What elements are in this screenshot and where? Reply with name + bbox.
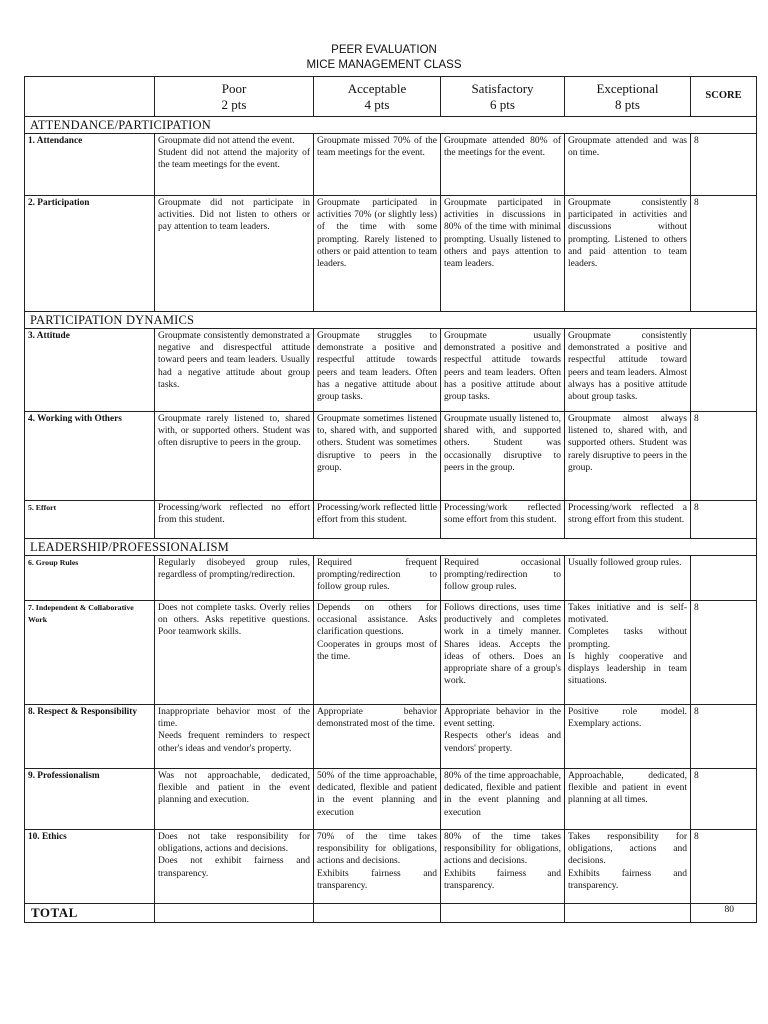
descriptor-cell: Follows directions, uses time productively and completes work in a timely manner. Shares ideas. Accepts the ideas of others. Does an appropriate share of a group's work. (441, 601, 565, 705)
score-cell (691, 329, 757, 412)
level-header-acceptable (314, 77, 441, 117)
criterion-row (25, 601, 757, 705)
descriptor-cell: Required occasional prompting/redirection to follow group rules. (441, 556, 565, 601)
criterion-label: 4. Working with Others (25, 412, 155, 501)
descriptor-cell: Groupmate attended and was on time. (565, 134, 691, 196)
score-cell (691, 556, 757, 601)
descriptor-cell: Groupmate missed 70% of the team meetings for the event. (314, 134, 441, 196)
descriptor-cell: Groupmate did not participate in activities. Did not listen to others or pay attention to team leaders. (155, 196, 314, 312)
level-name: Satisfactory (471, 80, 534, 96)
level-name: Poor (221, 80, 247, 96)
criterion-row (25, 412, 757, 501)
descriptor-cell: Processing/work reflected some effort from this student. (441, 501, 565, 539)
criterion-row (25, 501, 757, 539)
section-title: LEADERSHIP/PROFESSIONALISM (25, 539, 757, 556)
level-points: 8 pts (615, 96, 640, 112)
page-subtitle: MICE MANAGEMENT CLASS (306, 59, 462, 71)
descriptor-cell: Inappropriate behavior most of the time. Needs frequent reminders to respect other's ideas and vendor's property. (155, 705, 314, 769)
descriptor-cell: Groupmate participated in activities 70% (or slightly less) of the time with some prompting. Rarely listened to others or paid attention to team leaders. (314, 196, 441, 312)
descriptor-cell: Was not approachable, dedicated, flexible and patient in the event planning and execution. (155, 769, 314, 830)
score-header: SCORE (691, 77, 757, 117)
criterion-label: 9. Professionalism (25, 769, 155, 830)
descriptor-cell: Groupmate usually demonstrated a positive and respectful attitude towards peers and team leaders. Often has a positive attitude about group tasks. (441, 329, 565, 412)
criterion-label: 7. Independent & Collaborative Work (25, 601, 155, 705)
level-name: Acceptable (347, 80, 407, 96)
level-points: 2 pts (221, 96, 247, 112)
descriptor-cell: 50% of the time approachable, dedicated, flexible and patient in the event planning and execution (314, 769, 441, 830)
descriptor-cell: Groupmate almost always listened to, shared with, and supported others. Student was rarely disruptive to peers in the group. (565, 412, 691, 501)
total-empty-cell (441, 904, 565, 923)
criterion-label: 10. Ethics (25, 830, 155, 904)
descriptor-cell: Usually followed group rules. (565, 556, 691, 601)
total-row (25, 904, 757, 923)
descriptor-cell: Approachable, dedicated, flexible and patient in event planning at all times. (565, 769, 691, 830)
descriptor-cell: Groupmate did not attend the event. Student did not attend the majority of the team meetings for the event. (155, 134, 314, 196)
descriptor-cell: 80% of the time takes responsibility for obligations, actions and decisions. Exhibits fairness and transparency. (441, 830, 565, 904)
rubric-header-row (25, 77, 757, 117)
descriptor-cell: 80% of the time approachable, dedicated, flexible and patient in the event planning and execution (441, 769, 565, 830)
section-title: PARTICIPATION DYNAMICS (25, 312, 757, 329)
descriptor-cell: Depends on others for occasional assistance. Asks clarification questions. Cooperates in groups most of the time. (314, 601, 441, 705)
level-points: 6 pts (490, 96, 515, 112)
criterion-row (25, 830, 757, 904)
criterion-label: 8. Respect & Responsibility (25, 705, 155, 769)
score-cell: 8 (691, 830, 757, 904)
criterion-row (25, 705, 757, 769)
section-title: ATTENDANCE/PARTICIPATION (25, 117, 757, 134)
descriptor-cell: Groupmate consistently demonstrated a negative and disrespectful attitude toward peers and team leaders. Usually had a negative attitude about group tasks. (155, 329, 314, 412)
descriptor-cell: Groupmate sometimes listened to, shared with, and supported others. Student was sometimes disruptive to peers in the group. (314, 412, 441, 501)
descriptor-cell: Required frequent prompting/redirection to follow group rules. (314, 556, 441, 601)
criterion-label: 3. Attitude (25, 329, 155, 412)
level-points: 4 pts (364, 96, 390, 112)
score-cell: 8 (691, 412, 757, 501)
total-label: TOTAL (25, 904, 155, 923)
descriptor-cell: Groupmate consistently participated in activities and discussions without prompting. Listened to others and paid attention to team leaders. (565, 196, 691, 312)
descriptor-cell: Appropriate behavior demonstrated most of the time. (314, 705, 441, 769)
level-header-exceptional (565, 77, 691, 117)
descriptor-cell: Groupmate participated in activities in discussions in 80% of the time with minimal prompting. Usually listened to others and pays attention to team leaders. (441, 196, 565, 312)
total-score: 80 (691, 904, 757, 923)
descriptor-cell: Processing/work reflected a strong effort from this student. (565, 501, 691, 539)
total-empty-cell (314, 904, 441, 923)
criterion-row (25, 769, 757, 830)
descriptor-cell: Groupmate attended 80% of the meetings for the event. (441, 134, 565, 196)
criterion-row (25, 134, 757, 196)
criterion-row (25, 329, 757, 412)
descriptor-cell: Groupmate usually listened to, shared with, and supported others. Student was occasionally disruptive to peers in the group. (441, 412, 565, 501)
score-cell: 8 (691, 769, 757, 830)
score-cell: 8 (691, 134, 757, 196)
criterion-label: 2. Participation (25, 196, 155, 312)
criterion-label: 1. Attendance (25, 134, 155, 196)
score-cell: 8 (691, 501, 757, 539)
level-header-poor (155, 77, 314, 117)
total-empty-cell (155, 904, 314, 923)
descriptor-cell: Takes responsibility for obligations, actions and decisions. Exhibits fairness and transparency. (565, 830, 691, 904)
descriptor-cell: Positive role model. Exemplary actions. (565, 705, 691, 769)
criterion-label: 5. Effort (25, 501, 155, 539)
descriptor-cell: Groupmate struggles to demonstrate a positive and respectful attitude towards peers and team leaders. Often has a negative attitude about group tasks. (314, 329, 441, 412)
score-cell: 8 (691, 705, 757, 769)
score-cell: 8 (691, 196, 757, 312)
section-row (25, 312, 757, 329)
level-header-satisfactory (441, 77, 565, 117)
page-title: PEER EVALUATION (331, 44, 437, 56)
rubric-body (25, 117, 757, 904)
descriptor-cell: Does not take responsibility for obligations, actions and decisions. Does not exhibit fairness and transparency. (155, 830, 314, 904)
descriptor-cell: Groupmate rarely listened to, shared with, or supported others. Student was often disruptive to peers in the group. (155, 412, 314, 501)
score-cell: 8 (691, 601, 757, 705)
criterion-row (25, 196, 757, 312)
section-row (25, 117, 757, 134)
criterion-label: 6. Group Rules (25, 556, 155, 601)
descriptor-cell: Regularly disobeyed group rules, regardless of prompting/redirection. (155, 556, 314, 601)
criterion-row (25, 556, 757, 601)
total-empty-cell (565, 904, 691, 923)
descriptor-cell: Takes initiative and is self-motivated. Completes tasks without prompting. Is highly cooperative and displays leadership in team situations. (565, 601, 691, 705)
descriptor-cell: Does not complete tasks. Overly relies on others. Asks repetitive questions. Poor teamwork skills. (155, 601, 314, 705)
descriptor-cell: Processing/work reflected no effort from this student. (155, 501, 314, 539)
blank-header-cell (25, 77, 155, 117)
section-row (25, 539, 757, 556)
descriptor-cell: 70% of the time takes responsibility for obligations, actions and decisions. Exhibits fairness and transparency. (314, 830, 441, 904)
descriptor-cell: Groupmate consistently demonstrated a positive and respectful attitude toward peers and team leaders. Almost always has a positive attitude about group tasks. (565, 329, 691, 412)
rubric-table (24, 76, 757, 923)
level-name: Exceptional (596, 80, 659, 96)
descriptor-cell: Appropriate behavior in the event setting. Respects other's ideas and vendors' property. (441, 705, 565, 769)
descriptor-cell: Processing/work reflected little effort from this student. (314, 501, 441, 539)
